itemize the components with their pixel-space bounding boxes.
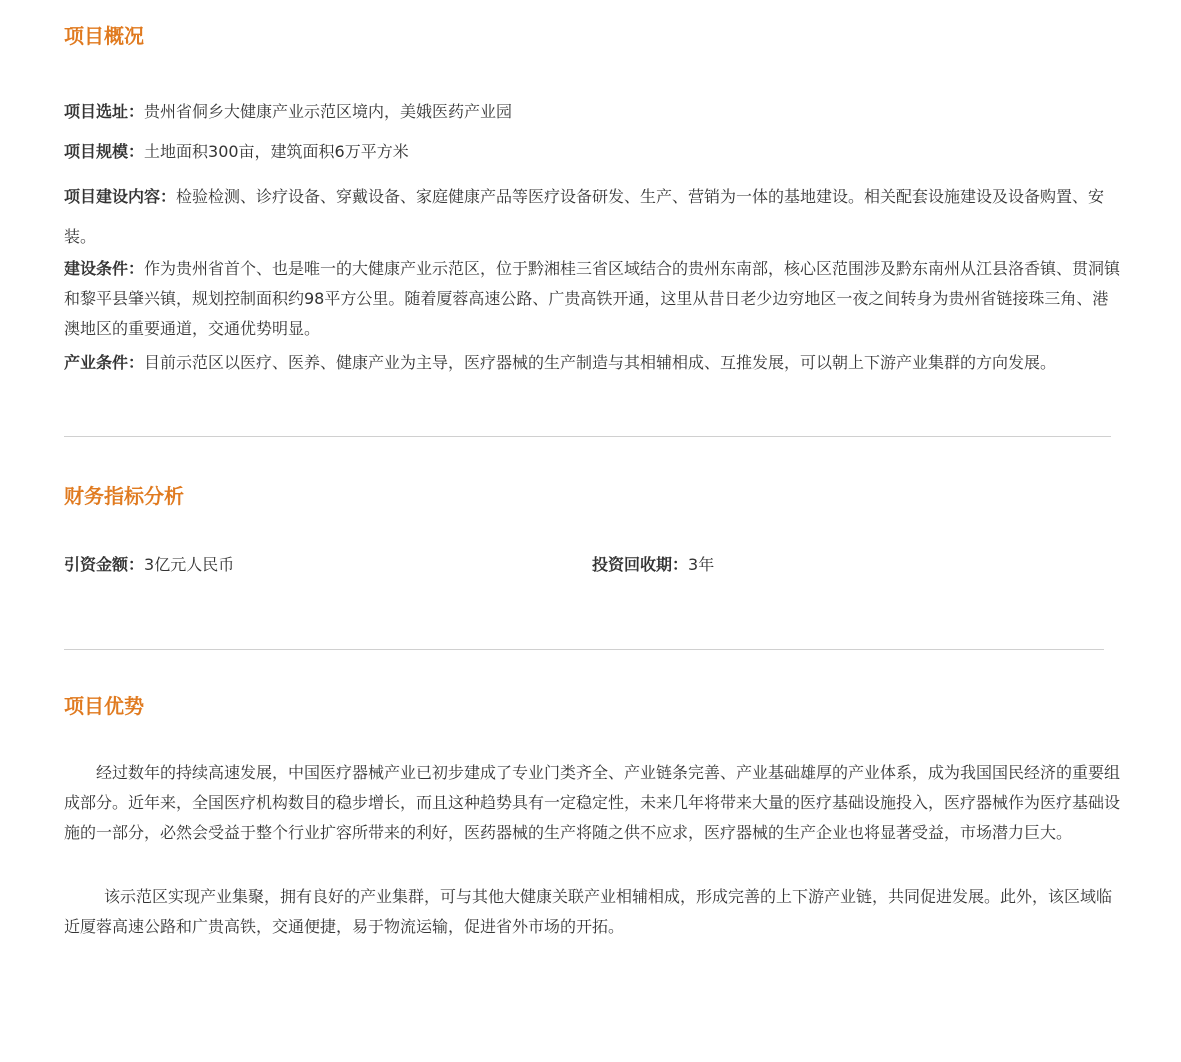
industry-conditions-label: 产业条件： xyxy=(64,353,145,372)
section-title-overview: 项目概况 xyxy=(64,24,144,48)
project-scale-value: 土地面积300亩，建筑面积6万平方米 xyxy=(144,142,409,161)
project-site-value: 贵州省侗乡大健康产业示范区境内，美娥医药产业园 xyxy=(144,102,513,121)
project-content-value: 检验检测、诊疗设备、穿戴设备、家庭健康产品等医疗设备研发、生产、营销为一体的基地建设。相关配套设施建设及设备购置、安装。 xyxy=(64,187,1105,246)
investment-amount-value: 3亿元人民币 xyxy=(144,555,235,574)
payback-period-value: 3年 xyxy=(688,555,715,574)
divider xyxy=(64,649,1104,650)
project-content-label: 项目建设内容： xyxy=(64,187,177,206)
construction-conditions-label: 建设条件： xyxy=(64,259,145,278)
divider xyxy=(64,436,1111,437)
advantages-paragraph-2: 该示范区实现产业集聚，拥有良好的产业集群，可与其他大健康关联产业相辅相成，形成完善的上下游产业链，共同促进发展。此外，该区域临近厦蓉高速公路和广贵高铁，交通便捷，易于物流运输，促进省外市场的开拓。 xyxy=(64,887,1113,936)
project-site-row xyxy=(64,97,512,127)
project-scale-row xyxy=(64,137,409,167)
payback-period-label: 投资回收期： xyxy=(592,555,689,574)
investment-amount-row xyxy=(64,550,234,580)
section-title-advantages: 项目优势 xyxy=(64,694,144,718)
section-title-finance: 财务指标分析 xyxy=(64,484,184,508)
investment-amount-label: 引资金额： xyxy=(64,555,145,574)
payback-period-row xyxy=(592,550,714,580)
project-content-row xyxy=(64,177,1122,257)
construction-conditions-row xyxy=(64,254,1122,344)
construction-conditions-value: 作为贵州省首个、也是唯一的大健康产业示范区，位于黔湘桂三省区域结合的贵州东南部，核心区范围涉及黔东南州从江县洛香镇、贯洞镇和黎平县肇兴镇，规划控制面积约98平方公里。随着厦蓉高速公路、广贵高铁开通，这里从昔日老少边穷地区一夜之间转身为贵州省链接珠三角、港澳地区的重要通道，交通优势明显。 xyxy=(64,259,1121,338)
project-site-label: 项目选址： xyxy=(64,102,145,121)
advantages-paragraph-1: 经过数年的持续高速发展，中国医疗器械产业已初步建成了专业门类齐全、产业链条完善、产业基础雄厚的产业体系，成为我国国民经济的重要组成部分。近年来，全国医疗机构数目的稳步增长，而且这种趋势具有一定稳定性，未来几年将带来大量的医疗基础设施投入，医疗器械作为医疗基础设施的一部分，必然会受益于整个行业扩容所带来的利好，医药器械的生产将随之供不应求，医疗器械的生产企业也将显著受益，市场潜力巨大。 xyxy=(64,763,1121,842)
industry-conditions-row xyxy=(64,348,1056,378)
project-scale-label: 项目规模： xyxy=(64,142,145,161)
industry-conditions-value: 目前示范区以医疗、医养、健康产业为主导，医疗器械的生产制造与其相辅相成、互推发展，可以朝上下游产业集群的方向发展。 xyxy=(144,353,1057,372)
